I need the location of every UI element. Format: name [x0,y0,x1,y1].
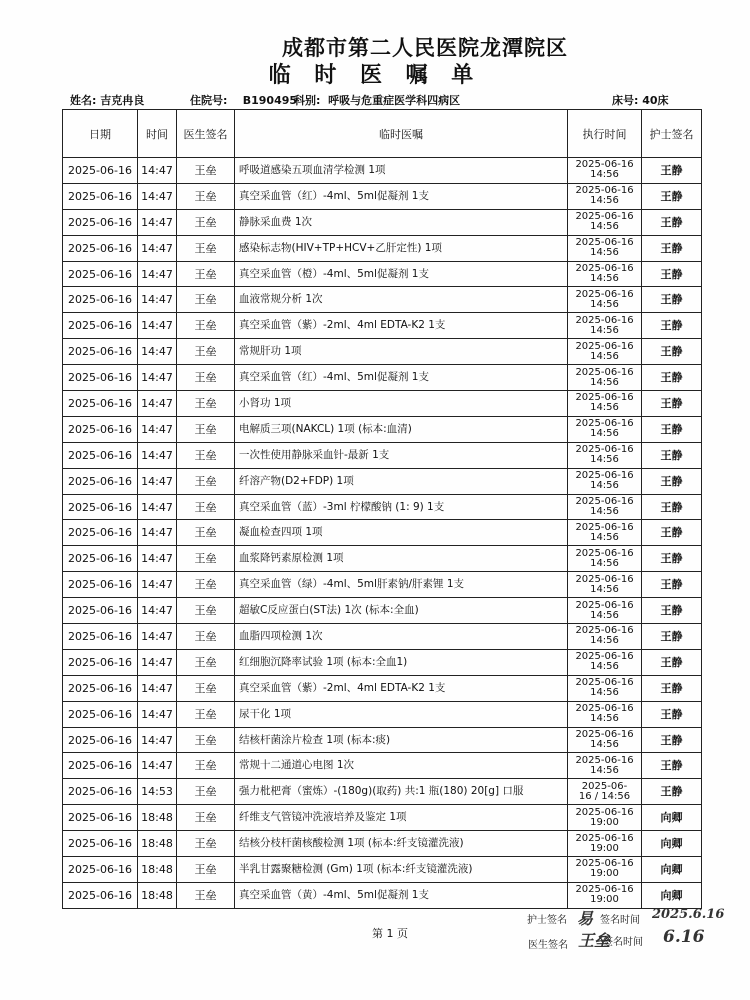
cell-date: 2025-06-16 [63,209,138,235]
col-date: 日期 [63,110,138,158]
cell-exec [568,831,642,857]
cell-nurse: 王静 [642,727,702,753]
exec-date: 2025-06-16 [575,651,634,663]
admission-value: B190495 [242,94,298,107]
nurse-sign-label: 护士签名 [527,915,567,926]
exec-clock: 14:56 [590,324,619,336]
cell-time: 18:48 [138,882,177,908]
cell-nurse: 王静 [642,494,702,520]
hospital-name: 成都市第二人民医院龙潭院区 [282,35,568,60]
exec-date: 2025-06-16 [575,314,634,326]
cell-order: 结核杆菌涂片检查 1项 (标本:痰) [235,727,568,753]
cell-doctor: 王垒 [177,753,235,779]
exec-date: 2025-06-16 [575,211,634,223]
cell-nurse: 王静 [642,442,702,468]
cell-exec [568,882,642,908]
cell-order: 真空采血管（红）-4ml、5ml促凝剂 1支 [235,365,568,391]
cell-date: 2025-06-16 [63,468,138,494]
name-value: 吉克冉良 [100,94,145,107]
cell-nurse: 王静 [642,365,702,391]
cell-order: 一次性使用静脉采血针-最新 1支 [235,442,568,468]
cell-order: 真空采血管（绿）-4ml、5ml肝素钠/肝素锂 1支 [235,572,568,598]
cell-time: 14:47 [138,649,177,675]
cell-date: 2025-06-16 [63,546,138,572]
cell-date: 2025-06-16 [63,313,138,339]
cell-time: 14:47 [138,546,177,572]
exec-clock: 14:56 [590,350,619,362]
table-row [63,857,702,883]
doctor-signature: 王垒 [578,931,611,950]
cell-time: 14:47 [138,624,177,650]
cell-order: 超敏C反应蛋白(ST法) 1次 (标本:全血) [235,598,568,624]
cell-nurse: 王静 [642,649,702,675]
exec-clock: 14:56 [590,480,619,492]
cell-order: 红细胞沉降率试验 1项 (标本:全血1) [235,649,568,675]
table-row [63,598,702,624]
cell-nurse: 王静 [642,339,702,365]
cell-nurse: 王静 [642,313,702,339]
cell-exec [568,649,642,675]
exec-clock: 14:56 [590,428,619,440]
cell-exec [568,261,642,287]
cell-date: 2025-06-16 [63,624,138,650]
cell-exec [568,753,642,779]
table-row [63,494,702,520]
exec-date: 2025-06-16 [575,418,634,430]
exec-clock: 14:56 [590,221,619,233]
table-row [63,468,702,494]
exec-date: 2025-06-16 [575,599,634,611]
cell-order: 常规肝功 1项 [235,339,568,365]
cell-doctor: 王垒 [177,235,235,261]
cell-order: 尿干化 1项 [235,701,568,727]
cell-doctor: 王垒 [177,442,235,468]
exec-date: 2025-06-16 [575,340,634,352]
cell-order: 真空采血管（蓝）-3ml 柠檬酸钠 (1: 9) 1支 [235,494,568,520]
exec-date: 2025-06-16 [575,547,634,559]
exec-clock: 14:56 [590,531,619,543]
table-row [63,831,702,857]
col-order: 临时医嘱 [235,110,568,158]
cell-nurse: 王静 [642,261,702,287]
cell-doctor: 王垒 [177,649,235,675]
cell-order: 血液常规分析 1次 [235,287,568,313]
cell-doctor: 王垒 [177,624,235,650]
cell-date: 2025-06-16 [63,442,138,468]
cell-order: 血脂四项检测 1次 [235,624,568,650]
col-exec-time: 执行时间 [568,110,642,158]
cell-exec [568,494,642,520]
cell-date: 2025-06-16 [63,183,138,209]
patient-name [70,92,144,108]
cell-time: 14:47 [138,572,177,598]
cell-nurse: 王静 [642,183,702,209]
cell-order: 强力枇杷膏（蜜炼）-(180g)(取药) 共:1 瓶(180) 20[g] 口服 [235,779,568,805]
cell-order: 血浆降钙素原检测 1项 [235,546,568,572]
exec-clock: 14:56 [590,376,619,388]
nurse-sign-time: 2025.6.16 [652,907,725,922]
cell-order: 感染标志物(HIV+TP+HCV+乙肝定性) 1项 [235,235,568,261]
exec-date: 2025-06-16 [575,288,634,300]
cell-nurse: 王静 [642,572,702,598]
cell-date: 2025-06-16 [63,598,138,624]
cell-time: 14:47 [138,313,177,339]
doctor-sign-time: 6.16 [663,927,705,947]
exec-clock: 14:56 [590,687,619,699]
cell-exec [568,209,642,235]
cell-exec [568,235,642,261]
cell-exec [568,779,642,805]
table-row [63,624,702,650]
cell-time: 14:47 [138,261,177,287]
table-row [63,882,702,908]
cell-order: 静脉采血费 1次 [235,209,568,235]
table-row [63,442,702,468]
cell-exec [568,546,642,572]
cell-nurse: 向卿 [642,882,702,908]
cell-doctor: 王垒 [177,675,235,701]
table-row [63,546,702,572]
cell-doctor: 王垒 [177,468,235,494]
cell-doctor: 王垒 [177,391,235,417]
exec-date: 2025-06-16 [575,754,634,766]
cell-doctor: 王垒 [177,261,235,287]
cell-time: 14:47 [138,339,177,365]
doctor-time-label: 签名时间 [603,937,643,948]
bed-label: 床号: [612,94,639,107]
cell-exec [568,572,642,598]
table-row [63,649,702,675]
cell-time: 14:47 [138,183,177,209]
cell-order: 电解质三项(NAKCL) 1项 (标本:血清) [235,416,568,442]
nurse-signature: 易 [577,909,594,928]
table-row [63,235,702,261]
cell-doctor: 王垒 [177,598,235,624]
exec-date: 2025-06-16 [575,521,634,533]
exec-date: 2025-06- [581,780,628,792]
cell-exec [568,183,642,209]
exec-date: 2025-06-16 [575,729,634,741]
exec-clock: 19:00 [590,842,619,854]
exec-clock: 14:56 [590,195,619,207]
cell-nurse: 王静 [642,391,702,417]
table-row [63,805,702,831]
admission-number [190,92,297,108]
exec-clock: 16 / 14:56 [578,790,631,802]
exec-clock: 14:56 [590,713,619,725]
cell-exec [568,416,642,442]
exec-clock: 14:56 [590,583,619,595]
exec-clock: 14:56 [590,635,619,647]
exec-date: 2025-06-16 [575,444,634,456]
cell-time: 14:47 [138,365,177,391]
table-row [63,183,702,209]
cell-doctor: 王垒 [177,416,235,442]
cell-time: 14:47 [138,701,177,727]
cell-date: 2025-06-16 [63,572,138,598]
cell-date: 2025-06-16 [63,882,138,908]
cell-exec [568,675,642,701]
exec-clock: 14:56 [590,273,619,284]
cell-nurse: 王静 [642,209,702,235]
table-row [63,261,702,287]
exec-clock: 14:56 [590,609,619,621]
table-row [63,779,702,805]
cell-nurse: 向卿 [642,805,702,831]
table-row [63,572,702,598]
cell-doctor: 王垒 [177,882,235,908]
table-row [63,520,702,546]
table-row [63,727,702,753]
cell-order: 凝血检查四项 1项 [235,520,568,546]
cell-nurse: 向卿 [642,857,702,883]
cell-time: 18:48 [138,857,177,883]
cell-time: 14:47 [138,494,177,520]
cell-order: 真空采血管（紫）-2ml、4ml EDTA-K2 1支 [235,675,568,701]
cell-nurse: 王静 [642,235,702,261]
cell-time: 14:53 [138,779,177,805]
cell-exec [568,857,642,883]
cell-order: 真空采血管（紫）-2ml、4ml EDTA-K2 1支 [235,313,568,339]
table-row [63,339,702,365]
exec-clock: 14:56 [590,661,619,673]
exec-clock: 14:56 [590,739,619,751]
cell-nurse: 王静 [642,287,702,313]
cell-order: 真空采血管（黄）-4ml、5ml促凝剂 1支 [235,882,568,908]
cell-date: 2025-06-16 [63,287,138,313]
name-label: 姓名: [70,94,97,107]
cell-time: 14:47 [138,675,177,701]
cell-doctor: 王垒 [177,365,235,391]
cell-time: 18:48 [138,831,177,857]
cell-nurse: 王静 [642,779,702,805]
exec-date: 2025-06-16 [575,366,634,378]
cell-order: 小肾功 1项 [235,391,568,417]
cell-nurse: 王静 [642,624,702,650]
exec-date: 2025-06-16 [575,677,634,689]
cell-order: 结核分枝杆菌核酸检测 1项 (标本:纤支镜灌洗液) [235,831,568,857]
cell-exec [568,805,642,831]
department [294,92,460,108]
cell-time: 14:47 [138,209,177,235]
cell-time: 14:47 [138,287,177,313]
sign-time-label: 签名时间 [600,915,640,926]
cell-time: 14:47 [138,727,177,753]
exec-clock: 14:56 [590,557,619,569]
cell-date: 2025-06-16 [63,701,138,727]
table-row [63,158,702,184]
exec-date: 2025-06-16 [575,496,634,508]
cell-exec [568,727,642,753]
exec-date: 2025-06-16 [575,237,634,249]
cell-date: 2025-06-16 [63,675,138,701]
cell-exec [568,158,642,184]
cell-date: 2025-06-16 [63,649,138,675]
cell-nurse: 向卿 [642,831,702,857]
cell-date: 2025-06-16 [63,779,138,805]
cell-nurse: 王静 [642,416,702,442]
document-title: 临 时 医 嘱 单 [268,62,482,88]
cell-order: 半乳甘露聚糖检测 (Gm) 1项 (标本:纤支镜灌洗液) [235,857,568,883]
table-row [63,416,702,442]
cell-date: 2025-06-16 [63,391,138,417]
exec-clock: 14:56 [590,454,619,466]
cell-exec [568,442,642,468]
exec-date: 2025-06-16 [575,392,634,404]
cell-nurse: 王静 [642,675,702,701]
cell-nurse: 王静 [642,520,702,546]
cell-time: 14:47 [138,391,177,417]
exec-date: 2025-06-16 [575,858,634,870]
cell-order: 常规十二通道心电图 1次 [235,753,568,779]
exec-date: 2025-06-16 [575,625,634,637]
table-row [63,209,702,235]
cell-exec [568,624,642,650]
col-nurse: 护士签名 [642,110,702,158]
cell-nurse: 王静 [642,546,702,572]
dept-value: 呼吸与危重症医学科四病区 [328,94,461,107]
exec-clock: 14:56 [590,169,619,181]
exec-clock: 14:56 [590,298,619,310]
exec-date: 2025-06-16 [575,884,634,896]
doctor-sign-label: 医生签名 [528,940,568,951]
col-time: 时间 [138,110,177,158]
table-row [63,365,702,391]
table-row [63,391,702,417]
cell-date: 2025-06-16 [63,416,138,442]
cell-doctor: 王垒 [177,339,235,365]
cell-exec [568,598,642,624]
cell-order: 呼吸道感染五项血清学检测 1项 [235,158,568,184]
exec-clock: 19:00 [590,816,619,828]
cell-doctor: 王垒 [177,701,235,727]
cell-doctor: 王垒 [177,313,235,339]
exec-clock: 14:56 [590,402,619,414]
cell-date: 2025-06-16 [63,339,138,365]
cell-order: 纤溶产物(D2+FDP) 1项 [235,468,568,494]
exec-clock: 14:56 [590,247,619,259]
table-row [63,753,702,779]
exec-date: 2025-06-16 [575,806,634,818]
cell-exec [568,701,642,727]
cell-date: 2025-06-16 [63,857,138,883]
cell-date: 2025-06-16 [63,365,138,391]
cell-nurse: 王静 [642,598,702,624]
cell-exec [568,287,642,313]
cell-exec [568,339,642,365]
exec-clock: 19:00 [590,868,619,880]
cell-date: 2025-06-16 [63,520,138,546]
cell-doctor: 王垒 [177,779,235,805]
cell-order: 纤维支气管镜冲洗液培养及鉴定 1项 [235,805,568,831]
exec-clock: 14:56 [590,506,619,518]
col-doctor: 医生签名 [177,110,235,158]
exec-date: 2025-06-16 [575,185,634,197]
table-header-row [63,110,702,158]
cell-doctor: 王垒 [177,727,235,753]
cell-doctor: 王垒 [177,520,235,546]
table-row [63,701,702,727]
cell-exec [568,313,642,339]
exec-date: 2025-06-16 [575,832,634,844]
cell-time: 14:47 [138,158,177,184]
cell-date: 2025-06-16 [63,753,138,779]
cell-doctor: 王垒 [177,183,235,209]
bed-value: 40床 [642,94,669,107]
cell-order: 真空采血管（红）-4ml、5ml促凝剂 1支 [235,183,568,209]
cell-doctor: 王垒 [177,494,235,520]
table-row [63,675,702,701]
bed-number [612,92,669,108]
exec-date: 2025-06-16 [575,263,634,274]
cell-nurse: 王静 [642,158,702,184]
cell-doctor: 王垒 [177,546,235,572]
cell-time: 14:47 [138,442,177,468]
cell-nurse: 王静 [642,701,702,727]
exec-date: 2025-06-16 [575,703,634,715]
cell-doctor: 王垒 [177,805,235,831]
admission-label: 住院号: [190,94,228,107]
exec-date: 2025-06-16 [575,470,634,482]
cell-date: 2025-06-16 [63,494,138,520]
cell-time: 18:48 [138,805,177,831]
cell-order: 真空采血管（橙）-4ml、5ml促凝剂 1支 [235,261,568,287]
cell-doctor: 王垒 [177,572,235,598]
cell-time: 14:47 [138,753,177,779]
cell-time: 14:47 [138,235,177,261]
cell-exec [568,365,642,391]
cell-date: 2025-06-16 [63,727,138,753]
order-table [62,109,702,909]
cell-date: 2025-06-16 [63,261,138,287]
table-row [63,313,702,339]
cell-time: 14:47 [138,598,177,624]
cell-doctor: 王垒 [177,831,235,857]
cell-date: 2025-06-16 [63,235,138,261]
cell-doctor: 王垒 [177,287,235,313]
cell-date: 2025-06-16 [63,805,138,831]
exec-date: 2025-06-16 [575,159,634,171]
cell-nurse: 王静 [642,753,702,779]
cell-doctor: 王垒 [177,158,235,184]
cell-time: 14:47 [138,416,177,442]
cell-exec [568,520,642,546]
dept-label: 科别: [294,94,321,107]
cell-date: 2025-06-16 [63,831,138,857]
cell-nurse: 王静 [642,468,702,494]
cell-exec [568,468,642,494]
table-row [63,287,702,313]
cell-date: 2025-06-16 [63,158,138,184]
exec-clock: 14:56 [590,764,619,776]
cell-doctor: 王垒 [177,857,235,883]
cell-exec [568,391,642,417]
cell-time: 14:47 [138,468,177,494]
page-number: 第 1 页 [372,927,408,940]
cell-time: 14:47 [138,520,177,546]
exec-date: 2025-06-16 [575,573,634,585]
exec-clock: 19:00 [590,894,619,906]
cell-doctor: 王垒 [177,209,235,235]
